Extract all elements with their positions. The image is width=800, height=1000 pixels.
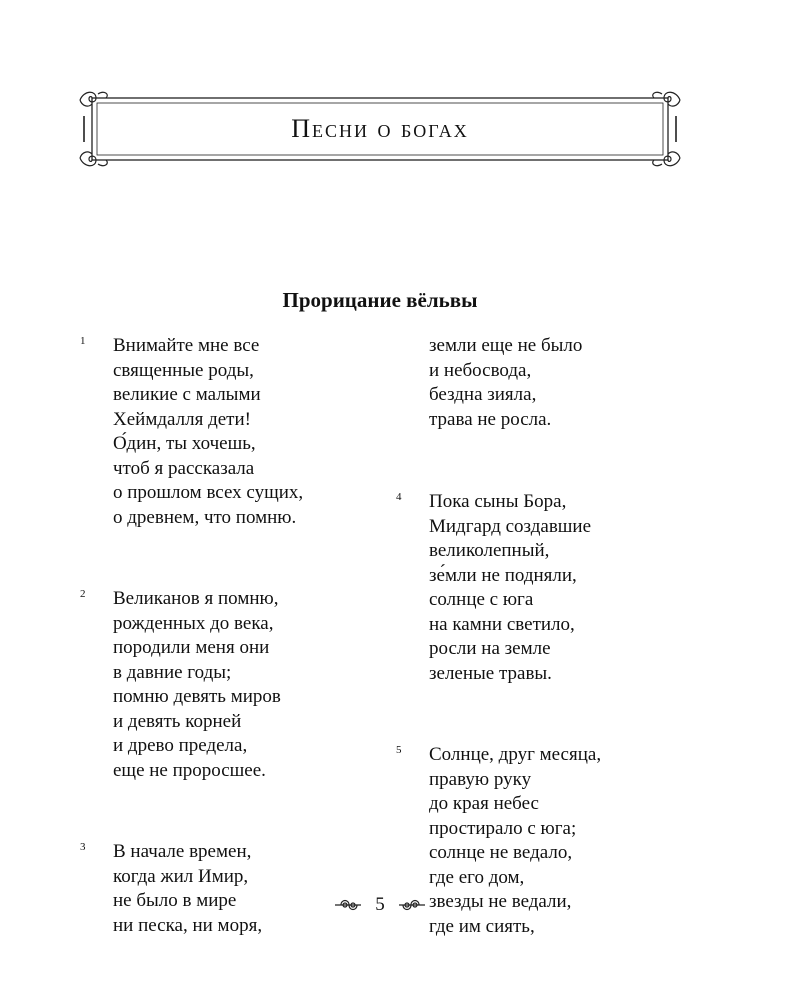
verse-line: чтоб я рассказала bbox=[113, 457, 255, 479]
verse-line: и девять корней bbox=[113, 710, 242, 732]
right-ornament-icon bbox=[397, 897, 427, 913]
stanza-1 bbox=[80, 334, 400, 530]
verse-line: зе́мли не подняли, bbox=[429, 564, 577, 586]
verse-line: где им сиять, bbox=[429, 915, 535, 937]
section-title: Песни о богах bbox=[291, 114, 469, 143]
verse-line: рожденных до века, bbox=[113, 612, 274, 634]
verse-line: Солнце, друг месяца, bbox=[429, 744, 602, 765]
verse-line: еще не проросшее. bbox=[113, 759, 266, 781]
verse-line: правую руку bbox=[429, 768, 532, 790]
verse-line: великолепный, bbox=[429, 540, 550, 561]
verse-line: Пока сыны Бора, bbox=[429, 491, 567, 512]
verse-line: до края небес bbox=[429, 793, 539, 814]
verse-line: породили меня они bbox=[113, 637, 270, 658]
verse-line: зеленые травы. bbox=[429, 662, 552, 684]
verse-line: о древнем, что помню. bbox=[113, 506, 297, 528]
verse-line: не было в мире bbox=[113, 890, 237, 911]
verse-line: помню девять миров bbox=[113, 686, 281, 707]
verse-line: священные роды, bbox=[113, 359, 254, 381]
stanza-3 bbox=[80, 840, 400, 938]
verse-line: ни песка, ни моря, bbox=[113, 914, 263, 936]
page-number: 5 bbox=[375, 894, 385, 915]
page-footer bbox=[0, 894, 760, 916]
verse-line: трава не росла. bbox=[429, 408, 552, 430]
verse-line: и древо предела, bbox=[113, 735, 248, 756]
verse-line: солнце не ведало, bbox=[429, 842, 573, 863]
verse-line: на камни светило, bbox=[429, 613, 575, 635]
poem-title: Прорицание вёльвы bbox=[282, 288, 478, 312]
verse-line: солнце с юга bbox=[429, 589, 534, 610]
verse-line: звезды не ведали, bbox=[429, 891, 572, 912]
verse-line: где его дом, bbox=[429, 866, 525, 888]
stanza-number: 3 bbox=[80, 841, 86, 853]
verse-line: росли на земле bbox=[429, 638, 551, 659]
verse-line: бездна зияла, bbox=[429, 384, 537, 405]
verse-line: О́дин, ты хочешь, bbox=[113, 433, 256, 454]
stanza-number: 4 bbox=[396, 491, 402, 503]
stanza-3-continued bbox=[396, 334, 716, 432]
stanza-number: 5 bbox=[396, 744, 402, 756]
left-ornament-icon bbox=[333, 897, 363, 913]
verse-line: Внимайте мне все bbox=[113, 335, 260, 356]
stanza-number: 1 bbox=[80, 335, 86, 347]
stanza-2 bbox=[80, 587, 400, 783]
verse-line: великие с малыми bbox=[113, 384, 261, 405]
verse-line: в давние годы; bbox=[113, 661, 232, 683]
title-frame bbox=[78, 88, 682, 170]
verse-line: В начале времен, bbox=[113, 841, 252, 862]
verse-line: и небосвода, bbox=[429, 359, 532, 381]
stanza-4 bbox=[396, 490, 716, 686]
stanza-number: 2 bbox=[80, 588, 86, 600]
verse-line: Мидгард создавшие bbox=[429, 515, 592, 537]
verse-line: Великанов я помню, bbox=[113, 588, 279, 609]
verse-line: о прошлом всех сущих, bbox=[113, 482, 304, 503]
verse-line: земли еще не было bbox=[429, 335, 583, 356]
verse-line: когда жил Имир, bbox=[113, 865, 249, 887]
verse-line: Хеймдалля дети! bbox=[113, 408, 251, 430]
verse-line: простирало с юга; bbox=[429, 817, 577, 839]
